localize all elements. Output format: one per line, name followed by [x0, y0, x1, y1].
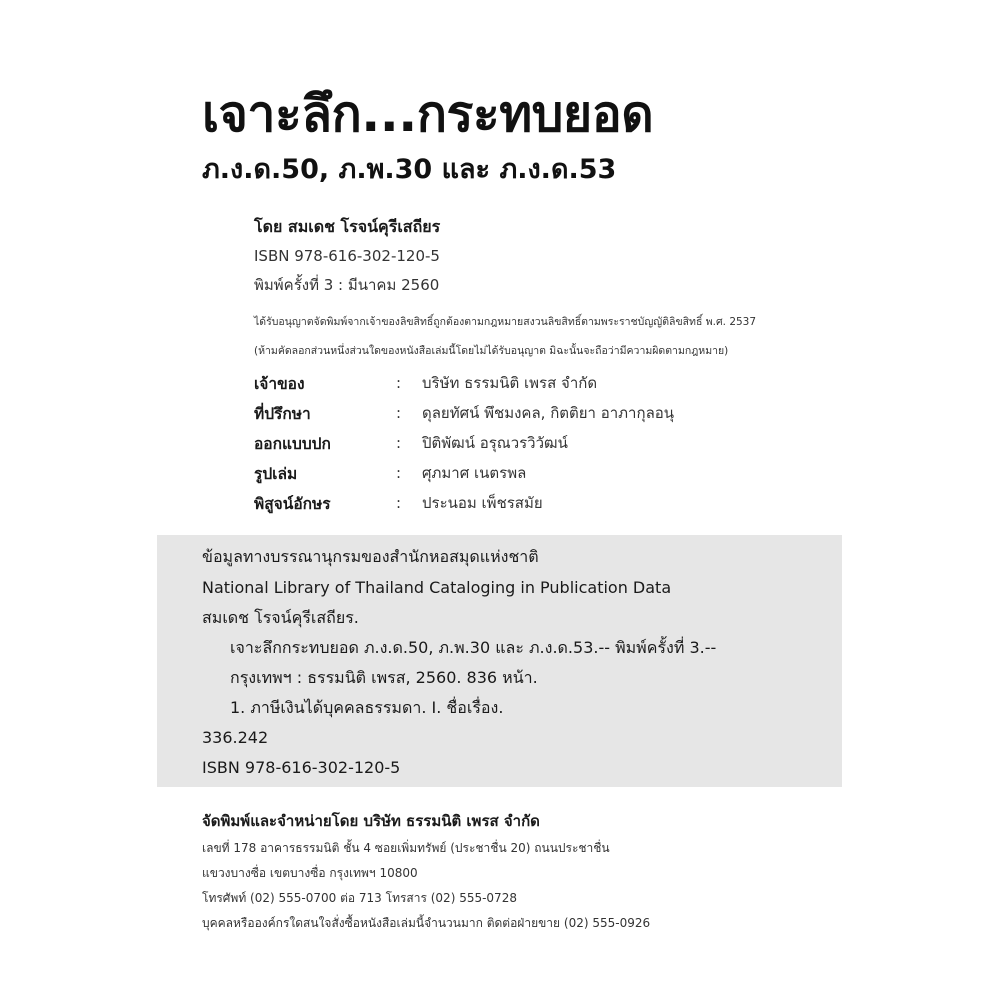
cip-subject-line: 1. ภาษีเงินได้บุคคลธรรมดา. I. ชื่อเรื่อง.: [230, 698, 504, 717]
credit-row-layout: [254, 458, 714, 488]
credit-row-advisor: [254, 398, 714, 428]
credit-role: พิสูจน์อักษร: [254, 494, 331, 513]
credit-role: รูปเล่ม: [254, 464, 298, 483]
credit-row-cover-design: [254, 428, 714, 458]
credit-row-owner: [254, 368, 714, 398]
author-line: โดย สมเดช โรจน์คุรีเสถียร: [254, 217, 441, 236]
cip-isbn: ISBN 978-616-302-120-5: [202, 758, 401, 777]
publisher-heading: จัดพิมพ์และจำหน่ายโดย บริษัท ธรรมนิติ เพรส จำกัด: [202, 812, 540, 830]
isbn-line: ISBN 978-616-302-120-5: [254, 247, 440, 265]
cip-heading-en: National Library of Thailand Cataloging in Publication Data: [202, 578, 672, 597]
credit-role: เจ้าของ: [254, 374, 305, 393]
credit-row-proofreader: [254, 488, 714, 518]
credit-colon: :: [396, 464, 402, 482]
copyright-notice: ได้รับอนุญาตจัดพิมพ์จากเจ้าของลิขสิทธิ์ถูกต้องตามกฎหมายสงวนลิขสิทธิ์ตามพระราชบัญญัติลิขสิทธิ์ พ.ศ. 2537: [254, 316, 757, 328]
publisher-contact: โทรศัพท์ (02) 555-0700 ต่อ 713 โทรสาร (02) 555-0728: [202, 891, 517, 905]
credit-colon: :: [396, 494, 402, 512]
cip-class-number: 336.242: [202, 728, 269, 747]
book-subtitle: ภ.ง.ด.50, ภ.พ.30 และ ภ.ง.ด.53: [202, 154, 617, 185]
publisher-address-2: แขวงบางซื่อ เขตบางซื่อ กรุงเทพฯ 10800: [202, 866, 418, 880]
credit-name: ศุภมาศ เนตรพล: [422, 464, 527, 482]
cip-author: สมเดช โรจน์คุรีเสถียร.: [202, 608, 359, 627]
cip-data-box: [157, 535, 842, 787]
credit-colon: :: [396, 404, 402, 422]
credit-role: ออกแบบปก: [254, 434, 331, 453]
credit-colon: :: [396, 434, 402, 452]
credits-list: [254, 368, 714, 518]
credit-name: ปิติพัฒน์ อรุณวรวิวัฒน์: [422, 434, 568, 452]
credit-name: บริษัท ธรรมนิติ เพรส จำกัด: [422, 374, 598, 392]
book-title: เจาะลึก...กระทบยอด: [202, 85, 654, 143]
edition-line: พิมพ์ครั้งที่ 3 : มีนาคม 2560: [254, 276, 440, 294]
cip-imprint-line: กรุงเทพฯ : ธรรมนิติ เพรส, 2560. 836 หน้า.: [230, 668, 538, 687]
copy-warning: (ห้ามคัดลอกส่วนหนึ่งส่วนใดของหนังสือเล่มนี้โดยไม่ได้รับอนุญาต มิฉะนั้นจะถือว่ามีความผิดตามกฎหมาย): [254, 345, 729, 357]
credit-name: ดุลยทัศน์ พึชมงคล, กิตติยา อาภากุลอนุ: [422, 404, 675, 422]
credit-role: ที่ปรึกษา: [254, 404, 311, 423]
cip-heading-th: ข้อมูลทางบรรณานุกรมของสำนักหอสมุดแห่งชาติ: [202, 547, 539, 566]
publisher-address-1: เลขที่ 178 อาคารธรรมนิติ ชั้น 4 ซอยเพิ่มทรัพย์ (ประชาชื่น 20) ถนนประชาชื่น: [202, 841, 610, 855]
publisher-bulk-order: บุคคลหรือองค์กรใดสนใจสั่งซื้อหนังสือเล่มนี้จำนวนมาก ติดต่อฝ่ายขาย (02) 555-0926: [202, 916, 651, 930]
credit-colon: :: [396, 374, 402, 392]
cip-title-line: เจาะลึกกระทบยอด ภ.ง.ด.50, ภ.พ.30 และ ภ.ง.ด.53.-- พิมพ์ครั้งที่ 3.--: [230, 638, 717, 657]
credit-name: ประนอม เพ็ชรสมัย: [422, 494, 543, 512]
